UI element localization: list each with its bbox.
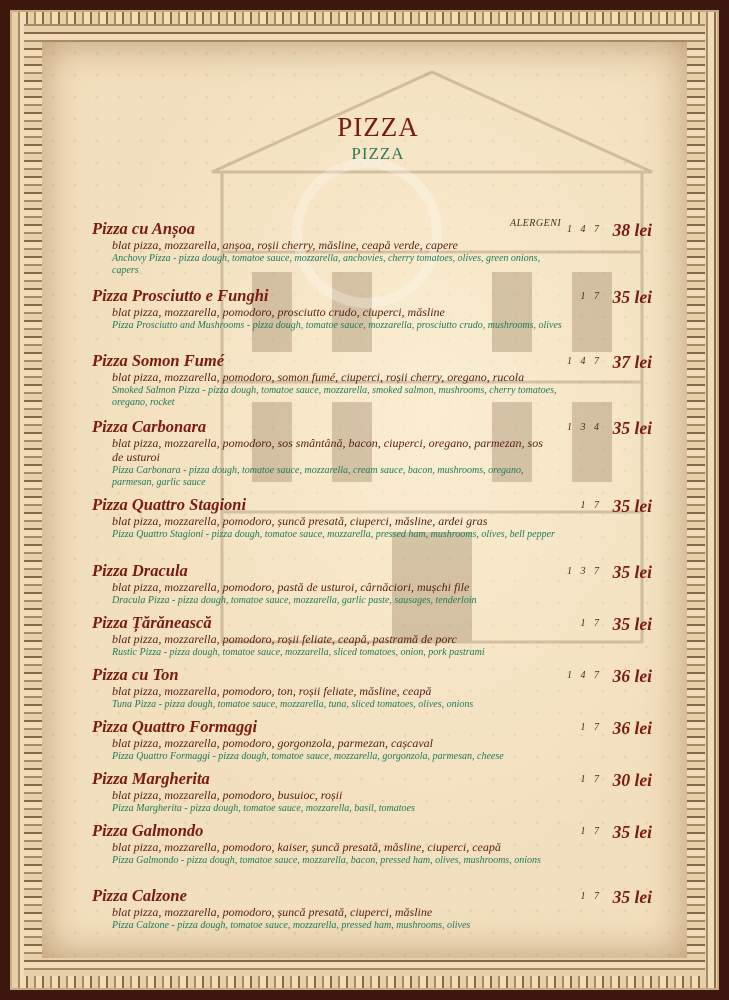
item-name: Pizza Quattro Stagioni <box>92 495 247 514</box>
item-ingredients-ro: blat pizza, mozzarella, pomodoro, șuncă presată, ciuperci, măsline, ardei gras <box>112 514 488 528</box>
section-subtitle: PIZZA <box>351 144 405 163</box>
item-ingredients-ro: blat pizza, mozzarella, pomodoro, șuncă presată, ciuperci, măsline <box>112 905 433 919</box>
item-allergens: 1 7 <box>580 618 602 629</box>
item-ingredients-ro: blat pizza, mozzarella, pomodoro, kaiser, șuncă presată, măsline, ciuperci, ceapă <box>112 840 501 854</box>
menu-item <box>92 770 652 815</box>
menu-item <box>92 887 652 932</box>
item-price: 37 lei <box>612 352 652 372</box>
item-ingredients-en: Dracula Pizza - pizza dough, tomatoe sauce, mozzarella, garlic paste, sausages, tenderloin <box>112 595 477 606</box>
item-ingredients-ro: blat pizza, mozzarella, pomodoro, somon fumé, ciuperci, roșii cherry, oregano, rucola <box>112 370 525 384</box>
item-name: Pizza Țărănească <box>92 613 212 632</box>
item-allergens: 1 4 7 <box>567 356 602 367</box>
menu-item <box>92 562 652 607</box>
item-allergens: 1 3 4 <box>567 422 602 433</box>
item-allergens: 1 7 <box>580 826 602 837</box>
item-name: Pizza Dracula <box>92 561 188 580</box>
menu-item <box>92 287 652 332</box>
menu-item <box>92 496 652 541</box>
item-ingredients-en: Smoked Salmon Pizza - pizza dough, tomatoe sauce, mozzarella, smoked salmon, mushrooms, cherry tomatoes, oregano, rocket <box>112 385 557 408</box>
item-name: Pizza Carbonara <box>92 417 207 436</box>
item-allergens: 1 4 7 <box>567 224 602 235</box>
item-price: 35 lei <box>612 418 652 438</box>
item-price: 35 lei <box>612 287 652 307</box>
item-allergens: 1 7 <box>580 891 602 902</box>
item-name: Pizza Margherita <box>92 769 210 788</box>
menu-page <box>42 42 687 958</box>
item-price: 35 lei <box>612 614 652 634</box>
item-allergens: 1 4 7 <box>567 670 602 681</box>
menu-item <box>92 822 652 867</box>
menu-item <box>92 718 652 763</box>
item-name: Pizza Quattro Formaggi <box>92 717 258 736</box>
item-name: Pizza cu Ton <box>92 665 179 684</box>
item-name: Pizza Prosciutto e Funghi <box>92 286 269 305</box>
item-ingredients-ro: blat pizza, mozzarella, pomodoro, busuioc, roșii <box>112 788 343 802</box>
item-ingredients-en: Pizza Quattro Stagioni - pizza dough, tomatoe sauce, mozzarella, pressed ham, mushrooms, olives, bell pepper <box>112 529 555 540</box>
menu-item <box>92 418 652 489</box>
item-ingredients-ro: blat pizza, mozzarella, pomodoro, prosciutto crudo, ciuperci, măsline <box>112 305 445 319</box>
section-title: PIZZA <box>337 112 419 142</box>
item-ingredients-en: Pizza Margherita - pizza dough, tomatoe sauce, mozzarella, basil, tomatoes <box>112 803 415 814</box>
item-ingredients-en: Pizza Calzone - pizza dough, tomatoe sauce, mozzarella, pressed ham, mushrooms, olives <box>112 920 471 931</box>
allergens-column-heading: ALERGENI <box>510 218 562 229</box>
item-price: 36 lei <box>612 666 652 686</box>
item-price: 36 lei <box>612 718 652 738</box>
item-ingredients-en: Anchovy Pizza - pizza dough, tomatoe sauce, mozzarella, anchovies, cherry tomatoes, olives, green onions, capers <box>112 253 541 276</box>
menu-item <box>92 614 652 659</box>
item-ingredients-en: Pizza Carbonara - pizza dough, tomatoe sauce, mozzarella, cream sauce, bacon, mushrooms, oregano, parmesan, garlic sauce <box>112 465 524 488</box>
item-price: 30 lei <box>612 770 652 790</box>
item-price: 35 lei <box>612 496 652 516</box>
item-price: 38 lei <box>612 220 652 240</box>
item-ingredients-en: Rustic Pizza - pizza dough, tomatoe sauce, mozzarella, sliced tomatoes, onion, pork pastrami <box>112 647 485 658</box>
item-ingredients-ro: blat pizza, mozzarella, pomodoro, pastă de usturoi, cârnăciori, mușchi file <box>112 580 470 594</box>
item-allergens: 1 3 7 <box>567 566 602 577</box>
item-ingredients-en: Pizza Galmondo - pizza dough, tomatoe sauce, mozzarella, bacon, pressed ham, olives, mushrooms, onions <box>112 855 541 866</box>
item-ingredients-ro: blat pizza, mozzarella, pomodoro, ton, roșii feliate, măsline, ceapă <box>112 684 432 698</box>
item-price: 35 lei <box>612 822 652 842</box>
item-allergens: 1 7 <box>580 500 602 511</box>
menu-item <box>92 220 652 277</box>
item-ingredients-ro: blat pizza, mozzarella, pomodoro, gorgonzola, parmezan, cașcaval <box>112 736 433 750</box>
item-ingredients-en: Tuna Pizza - pizza dough, tomatoe sauce, mozzarella, tuna, sliced tomatoes, olives, onions <box>112 699 474 710</box>
item-allergens: 1 7 <box>580 722 602 733</box>
item-name: Pizza Galmondo <box>92 821 204 840</box>
item-price: 35 lei <box>612 887 652 907</box>
item-allergens: 1 7 <box>580 774 602 785</box>
menu-item <box>92 352 652 409</box>
menu-item <box>92 666 652 711</box>
item-price: 35 lei <box>612 562 652 582</box>
item-ingredients-en: Pizza Quattro Formaggi - pizza dough, tomatoe sauce, mozzarella, gorgonzola, parmesan, cheese <box>112 751 504 762</box>
item-allergens: 1 7 <box>580 291 602 302</box>
item-name: Pizza Calzone <box>92 886 187 905</box>
item-name: Pizza cu Anșoa <box>92 219 195 238</box>
item-ingredients-ro: blat pizza, mozzarella, pomodoro, roșii feliate, ceapă, pastramă de porc <box>112 632 457 646</box>
item-ingredients-en: Pizza Prosciutto and Mushrooms - pizza dough, tomatoe sauce, mozzarella, prosciutto crudo, mushrooms, olives <box>112 320 562 331</box>
item-ingredients-ro: blat pizza, mozzarella, pomodoro, sos smântână, bacon, ciuperci, oregano, parmezan, sos de usturoi <box>112 436 543 464</box>
item-ingredients-ro: blat pizza, mozzarella, anșoa, roșii cherry, măsline, ceapă verde, capere <box>112 238 458 252</box>
item-name: Pizza Somon Fumé <box>92 351 225 370</box>
